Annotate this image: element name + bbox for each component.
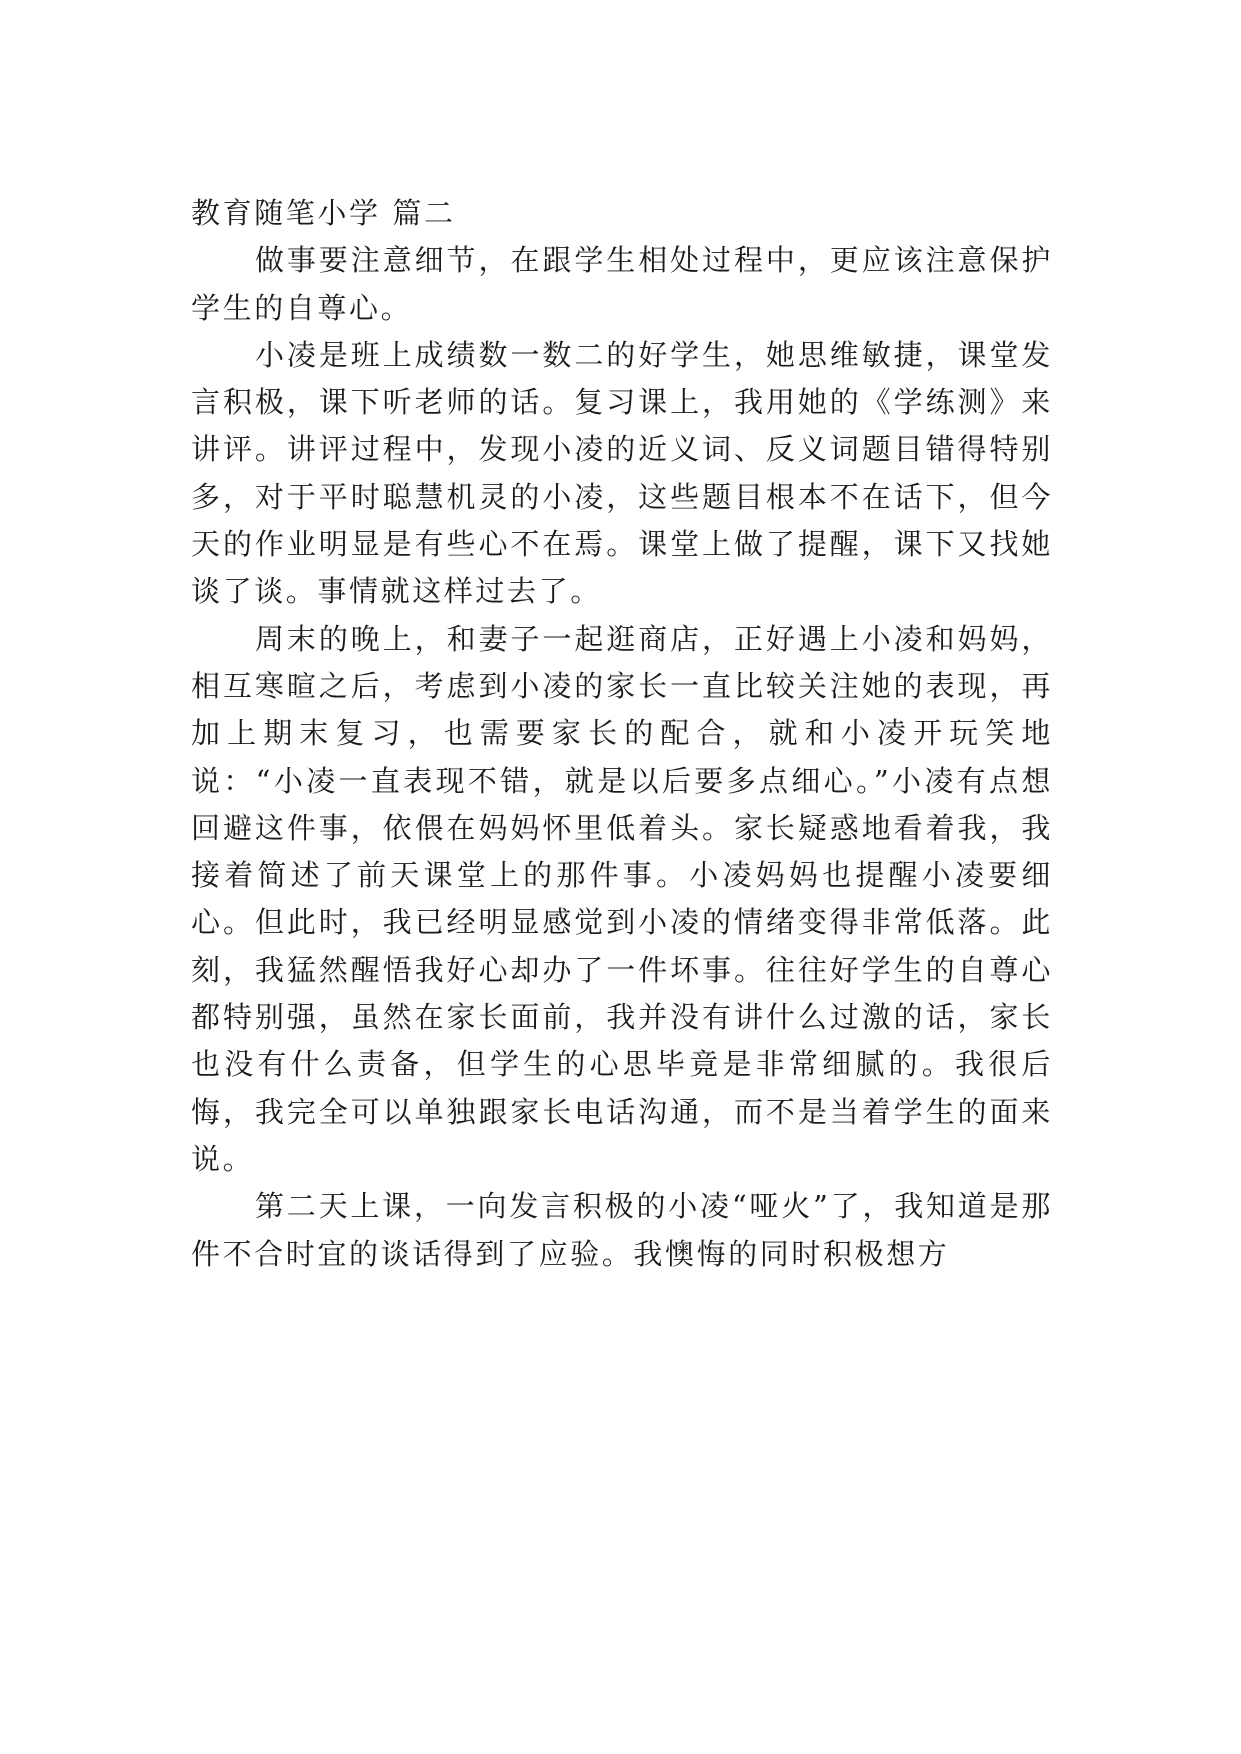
paragraph-next-day: 第二天上课，一向发言积极的小凌“哑火”了，我知道是那件不合时宜的谈话得到了应验。我懊悔的同时积极想方 <box>191 1189 1053 1271</box>
document-body <box>191 190 1053 1278</box>
paragraph-classroom: 小凌是班上成绩数一数二的好学生，她思维敏捷，课堂发言积极，课下听老师的话。复习课上，我用她的《学练测》来讲评。讲评过程中，发现小凌的近义词、反义词题目错得特别多，对于平时聪慧机灵的小凌，这些题目根本不在话下，但今天的作业明显是有些心不在焉。课堂上做了提醒，课下又找她谈了谈。事情就这样过去了。 <box>191 337 1053 609</box>
paragraph-intro: 做事要注意细节，在跟学生相处过程中，更应该注意保护学生的自尊心。 <box>191 243 1053 325</box>
document-title: 教育随笔小学 篇二 <box>191 196 456 230</box>
paragraph-weekend: 周末的晚上，和妻子一起逛商店，正好遇上小凌和妈妈，相互寒暄之后，考虑到小凌的家长一直比较关注她的表现，再加上期末复习，也需要家长的配合，就和小凌开玩笑地说：“小凌一直表现不错，就是以后要多点细心。”小凌有点想回避这件事，依偎在妈妈怀里低着头。家长疑惑地看着我，我接着简述了前天课堂上的那件事。小凌妈妈也提醒小凌要细心。但此时，我已经明显感觉到小凌的情绪变得非常低落。此刻，我猛然醒悟我好心却办了一件坏事。往往好学生的自尊心都特别强，虽然在家长面前，我并没有讲什么过激的话，家长也没有什么责备，但学生的心思毕竟是非常细腻的。我很后悔，我完全可以单独跟家长电话沟通，而不是当着学生的面来说。 <box>191 621 1053 1176</box>
